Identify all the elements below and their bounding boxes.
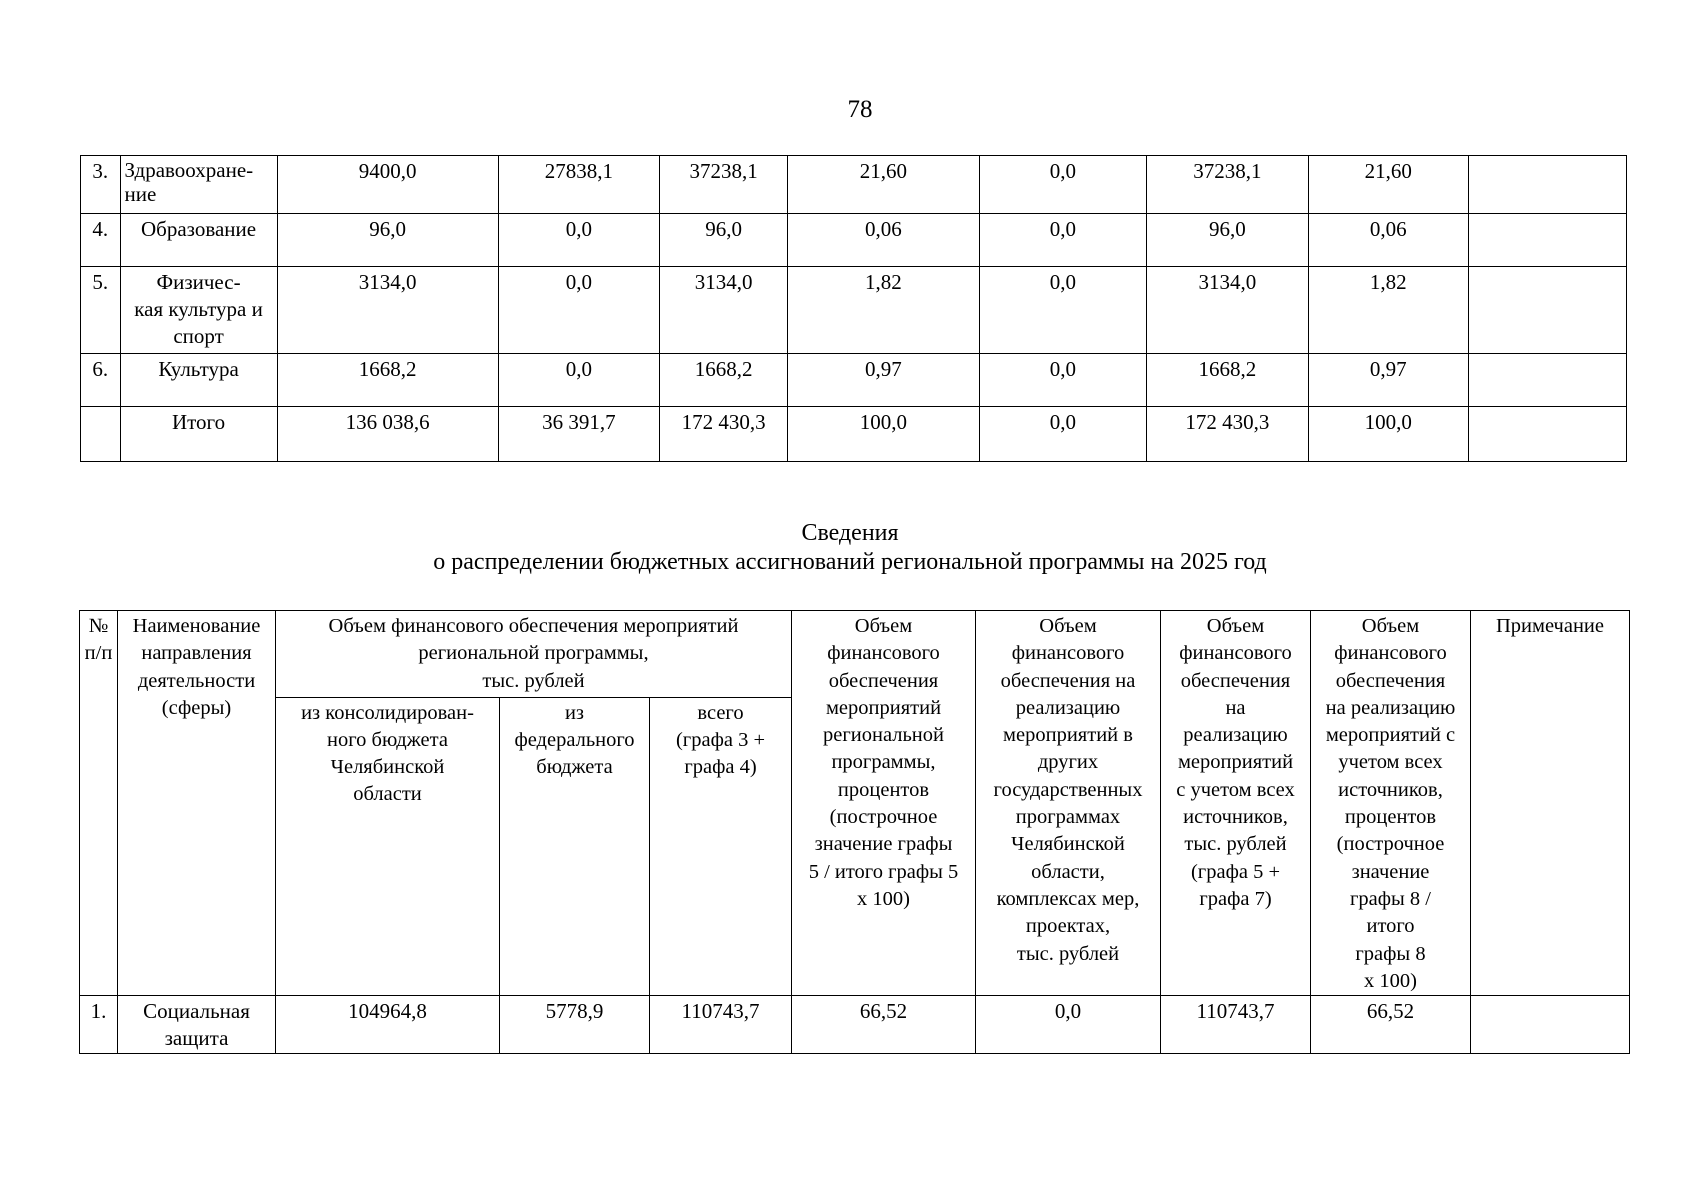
cell-percent: 21,60 bbox=[788, 156, 979, 214]
page-number: 78 bbox=[847, 96, 873, 123]
header-note: Примечание bbox=[1471, 611, 1630, 996]
cell-note bbox=[1468, 214, 1626, 267]
cell-all-sources-percent: 66,52 bbox=[1311, 996, 1471, 1054]
cell-all-sources: 37238,1 bbox=[1147, 156, 1308, 214]
row-number: 5. bbox=[81, 267, 121, 354]
header-total: всего (графа 3 + графа 4) bbox=[650, 697, 792, 996]
cell-federal: 27838,1 bbox=[498, 156, 659, 214]
row-number: 6. bbox=[81, 354, 121, 407]
cell-all-sources: 96,0 bbox=[1147, 214, 1308, 267]
row-number bbox=[81, 407, 121, 462]
cell-federal: 0,0 bbox=[498, 354, 659, 407]
row-name: Итого bbox=[120, 407, 277, 462]
table-row bbox=[81, 354, 1627, 407]
cell-note bbox=[1468, 156, 1626, 214]
cell-other-programs: 0,0 bbox=[979, 354, 1147, 407]
header-row bbox=[80, 611, 1630, 698]
cell-note bbox=[1471, 996, 1630, 1054]
cell-federal: 0,0 bbox=[498, 214, 659, 267]
cell-federal: 5778,9 bbox=[500, 996, 650, 1054]
cell-total: 110743,7 bbox=[650, 996, 792, 1054]
cell-other-programs: 0,0 bbox=[976, 996, 1161, 1054]
header-number: № п/п bbox=[80, 611, 118, 996]
cell-consolidated: 9400,0 bbox=[277, 156, 498, 214]
cell-other-programs: 0,0 bbox=[979, 407, 1147, 462]
cell-note bbox=[1468, 354, 1626, 407]
table-row bbox=[81, 156, 1627, 214]
cell-total: 96,0 bbox=[660, 214, 788, 267]
row-number: 1. bbox=[80, 996, 118, 1054]
row-name: Социальная защита bbox=[118, 996, 276, 1054]
header-financing-group: Объем финансового обеспечения мероприятий региональной программы, тыс. рублей bbox=[276, 611, 792, 698]
header-percent-regional: Объем финансового обеспечения мероприятий региональной программы, процентов (построчное значение графы 5 / итого графы 5 х 100) bbox=[792, 611, 976, 996]
cell-federal: 0,0 bbox=[498, 267, 659, 354]
budget-table-continued bbox=[80, 155, 1627, 462]
row-number: 3. bbox=[81, 156, 121, 214]
cell-all-sources: 110743,7 bbox=[1161, 996, 1311, 1054]
cell-percent: 1,82 bbox=[788, 267, 979, 354]
table-row bbox=[80, 996, 1630, 1054]
cell-percent: 0,06 bbox=[788, 214, 979, 267]
table-row bbox=[81, 267, 1627, 354]
cell-other-programs: 0,0 bbox=[979, 267, 1147, 354]
cell-total: 37238,1 bbox=[660, 156, 788, 214]
header-consolidated: из консолидирован- ного бюджета Челябинской области bbox=[276, 697, 500, 996]
cell-all-sources-percent: 0,97 bbox=[1308, 354, 1468, 407]
cell-consolidated: 3134,0 bbox=[277, 267, 498, 354]
cell-all-sources-percent: 0,06 bbox=[1308, 214, 1468, 267]
cell-all-sources-percent: 1,82 bbox=[1308, 267, 1468, 354]
table-row-total bbox=[81, 407, 1627, 462]
budget-table-2025 bbox=[79, 610, 1630, 1054]
cell-all-sources: 3134,0 bbox=[1147, 267, 1308, 354]
cell-percent: 100,0 bbox=[788, 407, 979, 462]
cell-other-programs: 0,0 bbox=[979, 214, 1147, 267]
row-name: Физичес- кая культура и спорт bbox=[120, 267, 277, 354]
cell-all-sources: 172 430,3 bbox=[1147, 407, 1308, 462]
cell-all-sources-percent: 100,0 bbox=[1308, 407, 1468, 462]
cell-all-sources-percent: 21,60 bbox=[1308, 156, 1468, 214]
header-federal: из федерального бюджета bbox=[500, 697, 650, 996]
table-row bbox=[81, 214, 1627, 267]
section-title: Сведения bbox=[801, 520, 899, 546]
cell-percent: 66,52 bbox=[792, 996, 976, 1054]
row-name: Образование bbox=[120, 214, 277, 267]
cell-consolidated: 96,0 bbox=[277, 214, 498, 267]
row-name: Культура bbox=[120, 354, 277, 407]
cell-note bbox=[1468, 407, 1626, 462]
cell-total: 172 430,3 bbox=[660, 407, 788, 462]
header-all-sources: Объем финансового обеспечения на реализацию мероприятий с учетом всех источников, тыс. рублей (графа 5 + графа 7) bbox=[1161, 611, 1311, 996]
cell-note bbox=[1468, 267, 1626, 354]
cell-consolidated: 136 038,6 bbox=[277, 407, 498, 462]
cell-consolidated: 104964,8 bbox=[276, 996, 500, 1054]
header-name: Наименование направления деятельности (сферы) bbox=[118, 611, 276, 996]
cell-consolidated: 1668,2 bbox=[277, 354, 498, 407]
cell-percent: 0,97 bbox=[788, 354, 979, 407]
cell-all-sources: 1668,2 bbox=[1147, 354, 1308, 407]
row-number: 4. bbox=[81, 214, 121, 267]
cell-total: 1668,2 bbox=[660, 354, 788, 407]
cell-other-programs: 0,0 bbox=[979, 156, 1147, 214]
row-name: Здравоохране- ние bbox=[120, 156, 277, 214]
section-subtitle: о распределении бюджетных ассигнований региональной программы на 2025 год bbox=[433, 549, 1267, 575]
header-other-programs: Объем финансового обеспечения на реализацию мероприятий в других государственных программах Челябинской области, комплексах мер, проектах, тыс. рублей bbox=[976, 611, 1161, 996]
cell-total: 3134,0 bbox=[660, 267, 788, 354]
header-all-sources-percent: Объем финансового обеспечения на реализацию мероприятий с учетом всех источников, процентов (построчное значение графы 8 / итого графы 8 х 100) bbox=[1311, 611, 1471, 996]
cell-federal: 36 391,7 bbox=[498, 407, 659, 462]
